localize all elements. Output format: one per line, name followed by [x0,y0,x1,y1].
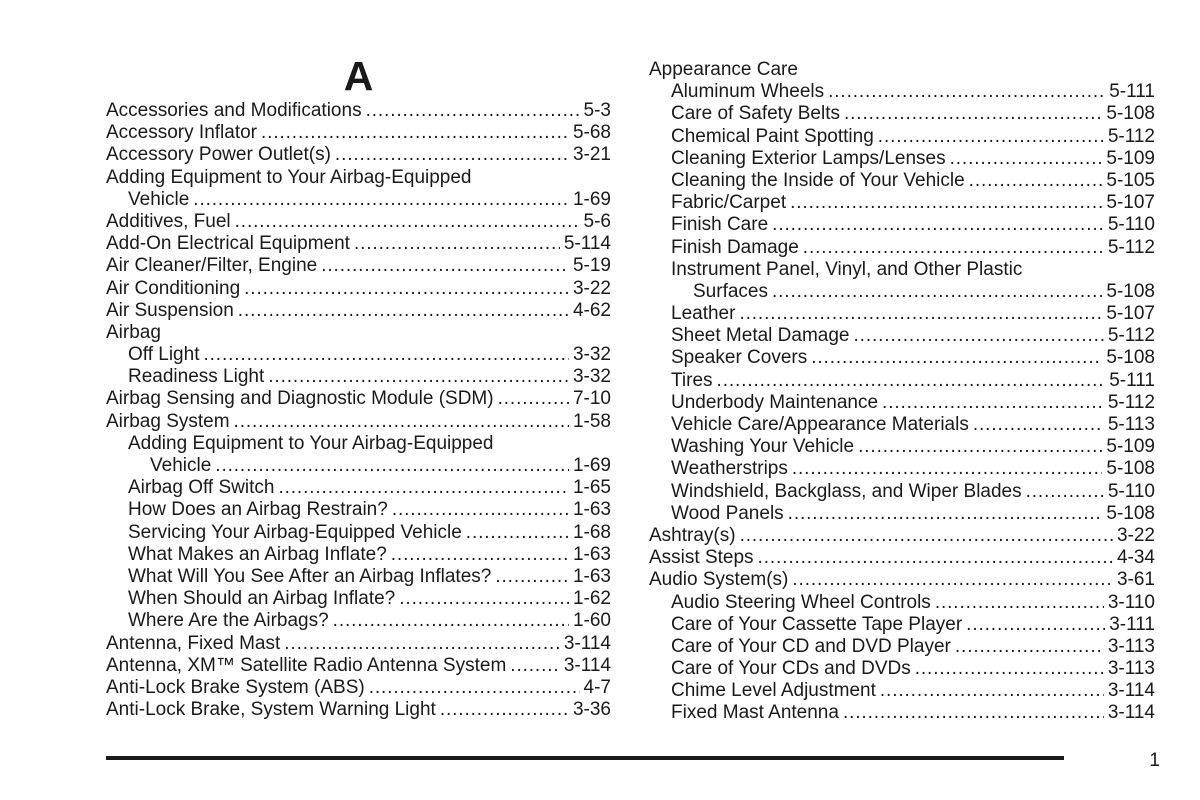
entry-page-ref: 4-7 [583,676,611,698]
entry-page-ref: 1-69 [572,188,611,210]
index-entry [106,100,611,122]
index-subentry [649,392,1155,414]
entry-page-ref: 5-108 [1106,280,1155,302]
entry-text: Airbag [106,321,161,343]
entry-text: What Makes an Airbag Inflate? [128,543,387,565]
index-subentry [649,370,1155,392]
entry-text: Cleaning the Inside of Your Vehicle [671,169,965,191]
index-subentry [106,455,611,477]
entry-text: Aluminum Wheels [671,81,825,103]
entry-text: Chime Level Adjustment [671,680,876,702]
index-subentry [649,458,1155,480]
dot-leader [935,592,1104,614]
entry-text: Weatherstrips [671,458,788,480]
entry-text: Vehicle [128,188,190,210]
index-subentry [106,189,611,211]
entry-text: Care of Your Cassette Tape Player [671,613,963,635]
dot-leader [215,455,569,477]
dot-leader [284,633,560,655]
entry-page-ref: 5-107 [1106,192,1155,214]
index-entry-list [649,59,1155,725]
dot-leader [261,122,569,144]
entry-text: Air Suspension [106,299,234,321]
dot-leader [244,278,569,300]
dot-leader [882,392,1104,414]
entry-text: Adding Equipment to Your Airbag-Equipped [128,432,494,454]
index-entry [106,278,611,300]
index-entry-list [106,100,611,721]
entry-text: Where Are the Airbags? [128,610,329,632]
dot-leader [193,189,569,211]
dot-leader [854,325,1104,347]
entry-page-ref: 5-105 [1106,169,1155,191]
entry-page-ref: 5-112 [1107,125,1155,147]
index-entry [649,525,1155,547]
index-subentry [649,436,1155,458]
index-subentry [649,126,1155,148]
index-entry [649,569,1155,591]
dot-leader [391,544,569,566]
entry-text: Accessory Power Outlet(s) [106,144,331,166]
dot-leader [844,103,1102,125]
dot-leader [234,411,569,433]
entry-text: Antenna, Fixed Mast [106,632,281,654]
index-entry [106,300,611,322]
dot-leader [335,144,569,166]
entry-page-ref: 5-114 [563,233,611,255]
index-entry [649,547,1155,569]
index-entry [106,211,611,233]
entry-text: Washing Your Vehicle [671,436,855,458]
dot-leader [498,388,569,410]
dot-leader [858,436,1102,458]
entry-page-ref: 5-111 [1109,369,1155,391]
entry-text: Off Light [128,344,200,366]
entry-text: Air Cleaner/Filter, Engine [106,255,318,277]
dot-leader [333,610,569,632]
page-number: 1 [1149,750,1160,771]
entry-text: Chemical Paint Spotting [671,125,874,147]
index-subentry [106,522,611,544]
entry-text: Underbody Maintenance [671,391,879,413]
dot-leader [772,281,1102,303]
entry-text: Ashtray(s) [649,524,736,546]
dot-leader [268,366,569,388]
index-subentry [649,680,1155,702]
index-subentry [106,610,611,632]
entry-page-ref: 5-6 [583,210,611,232]
entry-page-ref: 3-32 [572,366,611,388]
index-subentry [106,477,611,499]
index-entry [106,699,611,721]
index-subentry [649,325,1155,347]
entry-page-ref: 5-19 [572,255,611,277]
index-subentry [649,170,1155,192]
entry-text: Anti-Lock Brake, System Warning Light [106,699,436,721]
entry-page-ref: 5-110 [1107,480,1155,502]
dot-leader [740,525,1113,547]
entry-page-ref: 5-108 [1106,458,1155,480]
entry-page-ref: 5-109 [1106,436,1155,458]
dot-leader [790,192,1102,214]
entry-page-ref: 5-112 [1107,391,1155,413]
dot-leader [203,344,568,366]
entry-page-ref: 5-111 [1109,81,1155,103]
entry-text: How Does an Airbag Restrain? [128,499,388,521]
index-subentry [649,414,1155,436]
entry-text: Accessory Inflator [106,122,257,144]
entry-page-ref: 3-114 [563,632,611,654]
dot-leader [717,370,1106,392]
dot-leader [973,414,1104,436]
entry-page-ref: 3-110 [1107,591,1155,613]
entry-text: Wood Panels [671,502,784,524]
entry-page-ref: 4-62 [572,299,611,321]
dot-leader [966,614,1105,636]
dot-leader [238,300,569,322]
entry-page-ref: 3-113 [1107,658,1155,680]
entry-text: Care of Your CDs and DVDs [671,658,911,680]
index-subentry [649,503,1155,525]
entry-text: Fabric/Carpet [671,192,787,214]
index-subentry [649,614,1155,636]
entry-text: Sheet Metal Damage [671,325,850,347]
index-subentry [649,237,1155,259]
entry-page-ref: 1-68 [572,521,611,543]
index-entry [106,233,611,255]
index-subentry [649,103,1155,125]
entry-text: Surfaces [693,280,768,302]
dot-leader [772,214,1104,236]
entry-text: Assist Steps [649,547,754,569]
entry-page-ref: 3-111 [1109,613,1155,635]
entry-text: Tires [671,369,713,391]
index-entry [106,411,611,433]
entry-text: Air Conditioning [106,277,241,299]
entry-page-ref: 5-68 [572,122,611,144]
index-subentry [649,658,1155,680]
entry-text: Audio System(s) [649,569,789,591]
entry-text: Airbag Off Switch [128,477,275,499]
entry-page-ref: 3-61 [1116,569,1155,591]
dot-leader [969,170,1103,192]
entry-page-ref: 3-22 [1116,524,1155,546]
index-entry [106,122,611,144]
entry-page-ref: 3-32 [572,344,611,366]
dot-leader [950,148,1103,170]
index-entry [106,633,611,655]
dot-leader [792,458,1103,480]
index-subentry [106,366,611,388]
index-subentry [649,481,1155,503]
entry-text: Speaker Covers [671,347,808,369]
entry-text: Readiness Light [128,366,265,388]
index-entry [106,655,611,677]
index-entry [106,388,611,410]
entry-text: Fixed Mast Antenna [671,702,839,724]
entry-text: Care of Your CD and DVD Player [671,635,951,657]
entry-text: Appearance Care [649,59,798,80]
index-subentry [106,588,611,610]
index-entry [106,144,611,166]
entry-text: Windshield, Backglass, and Wiper Blades [671,480,1022,502]
index-subentry [106,544,611,566]
entry-page-ref: 5-108 [1106,502,1155,524]
dot-leader [792,569,1113,591]
index-subentry [649,592,1155,614]
entry-text: Antenna, XM™ Satellite Radio Antenna System [106,654,507,676]
dot-leader [1026,481,1104,503]
entry-page-ref: 1-63 [572,543,611,565]
entry-text: Care of Safety Belts [671,103,840,125]
entry-text: What Will You See After an Airbag Inflates? [128,565,492,587]
entry-page-ref: 1-60 [572,610,611,632]
index-subentry [649,303,1155,325]
index-subentry [106,433,611,455]
dot-leader [510,655,560,677]
entry-page-ref: 1-63 [572,499,611,521]
dot-leader [466,522,569,544]
entry-page-ref: 3-21 [572,144,611,166]
entry-text: Accessories and Modifications [106,100,362,121]
dot-leader [399,588,569,610]
entry-page-ref: 1-58 [572,410,611,432]
entry-text: Finish Damage [671,236,799,258]
index-subentry [649,281,1155,303]
index-subentry [106,499,611,521]
dot-leader [828,81,1105,103]
dot-leader [880,680,1104,702]
dot-leader [811,347,1102,369]
entry-text: Add-On Electrical Equipment [106,233,350,255]
index-subentry [649,148,1155,170]
dot-leader [843,702,1104,724]
dot-leader [440,699,569,721]
dot-leader [495,566,569,588]
dot-leader [369,677,580,699]
entry-page-ref: 3-113 [1107,635,1155,657]
index-entry [106,322,611,344]
entry-text: Finish Care [671,214,769,236]
entry-text: When Should an Airbag Inflate? [128,588,396,610]
index-entry [106,255,611,277]
entry-page-ref: 5-110 [1107,214,1155,236]
entry-page-ref: 5-109 [1106,147,1155,169]
dot-leader [758,547,1113,569]
entry-page-ref: 5-3 [583,100,611,121]
entry-text: Anti-Lock Brake System (ABS) [106,676,365,698]
index-subentry [649,192,1155,214]
entry-text: Adding Equipment to Your Airbag-Equipped [106,166,472,188]
index-entry [649,59,1155,81]
dot-leader [739,303,1102,325]
dot-leader [788,503,1103,525]
entry-page-ref: 3-114 [1107,702,1155,724]
index-entry [106,677,611,699]
entry-page-ref: 5-112 [1107,325,1155,347]
entry-text: Airbag Sensing and Diagnostic Module (SDM) [106,388,494,410]
dot-leader [321,255,569,277]
entry-text: Leather [671,303,736,325]
entry-page-ref: 5-113 [1107,414,1155,435]
entry-page-ref: 4-34 [1116,547,1155,569]
entry-page-ref: 5-107 [1106,303,1155,325]
entry-page-ref: 5-112 [1107,236,1155,258]
index-subentry [649,81,1155,103]
index-subentry [649,214,1155,236]
dot-leader [392,499,569,521]
entry-text: Cleaning Exterior Lamps/Lenses [671,147,946,169]
entry-text: Audio Steering Wheel Controls [671,591,931,613]
index-subentry [106,566,611,588]
entry-text: Servicing Your Airbag-Equipped Vehicle [128,521,462,543]
dot-leader [366,100,580,122]
index-subentry [106,344,611,366]
dot-leader [878,126,1104,148]
entry-page-ref: 5-108 [1106,347,1155,369]
index-subentry [649,636,1155,658]
entry-text: Additives, Fuel [106,210,231,232]
entry-page-ref: 3-114 [1107,680,1155,702]
entry-page-ref: 1-63 [572,565,611,587]
index-entry [106,167,611,189]
entry-page-ref: 5-108 [1106,103,1155,125]
entry-page-ref: 3-22 [572,277,611,299]
entry-page-ref: 1-62 [572,588,611,610]
dot-leader [955,636,1104,658]
dot-leader [354,233,560,255]
entry-page-ref: 3-36 [572,699,611,721]
dot-leader [803,237,1104,259]
entry-page-ref: 1-69 [572,455,611,476]
entry-text: Instrument Panel, Vinyl, and Other Plastic [671,258,1023,280]
entry-text: Airbag System [106,410,230,432]
section-letter-heading: A [343,53,374,99]
index-subentry [649,702,1155,724]
dot-leader [278,477,569,499]
index-subentry [649,259,1155,281]
entry-text: Vehicle [150,455,212,476]
entry-page-ref: 7-10 [572,388,611,410]
entry-page-ref: 1-65 [572,477,611,499]
entry-text: Vehicle Care/Appearance Materials [671,414,969,435]
index-subentry [649,347,1155,369]
footer-rule [106,756,1064,760]
entry-page-ref: 3-114 [563,654,611,676]
dot-leader [915,658,1104,680]
dot-leader [235,211,580,233]
